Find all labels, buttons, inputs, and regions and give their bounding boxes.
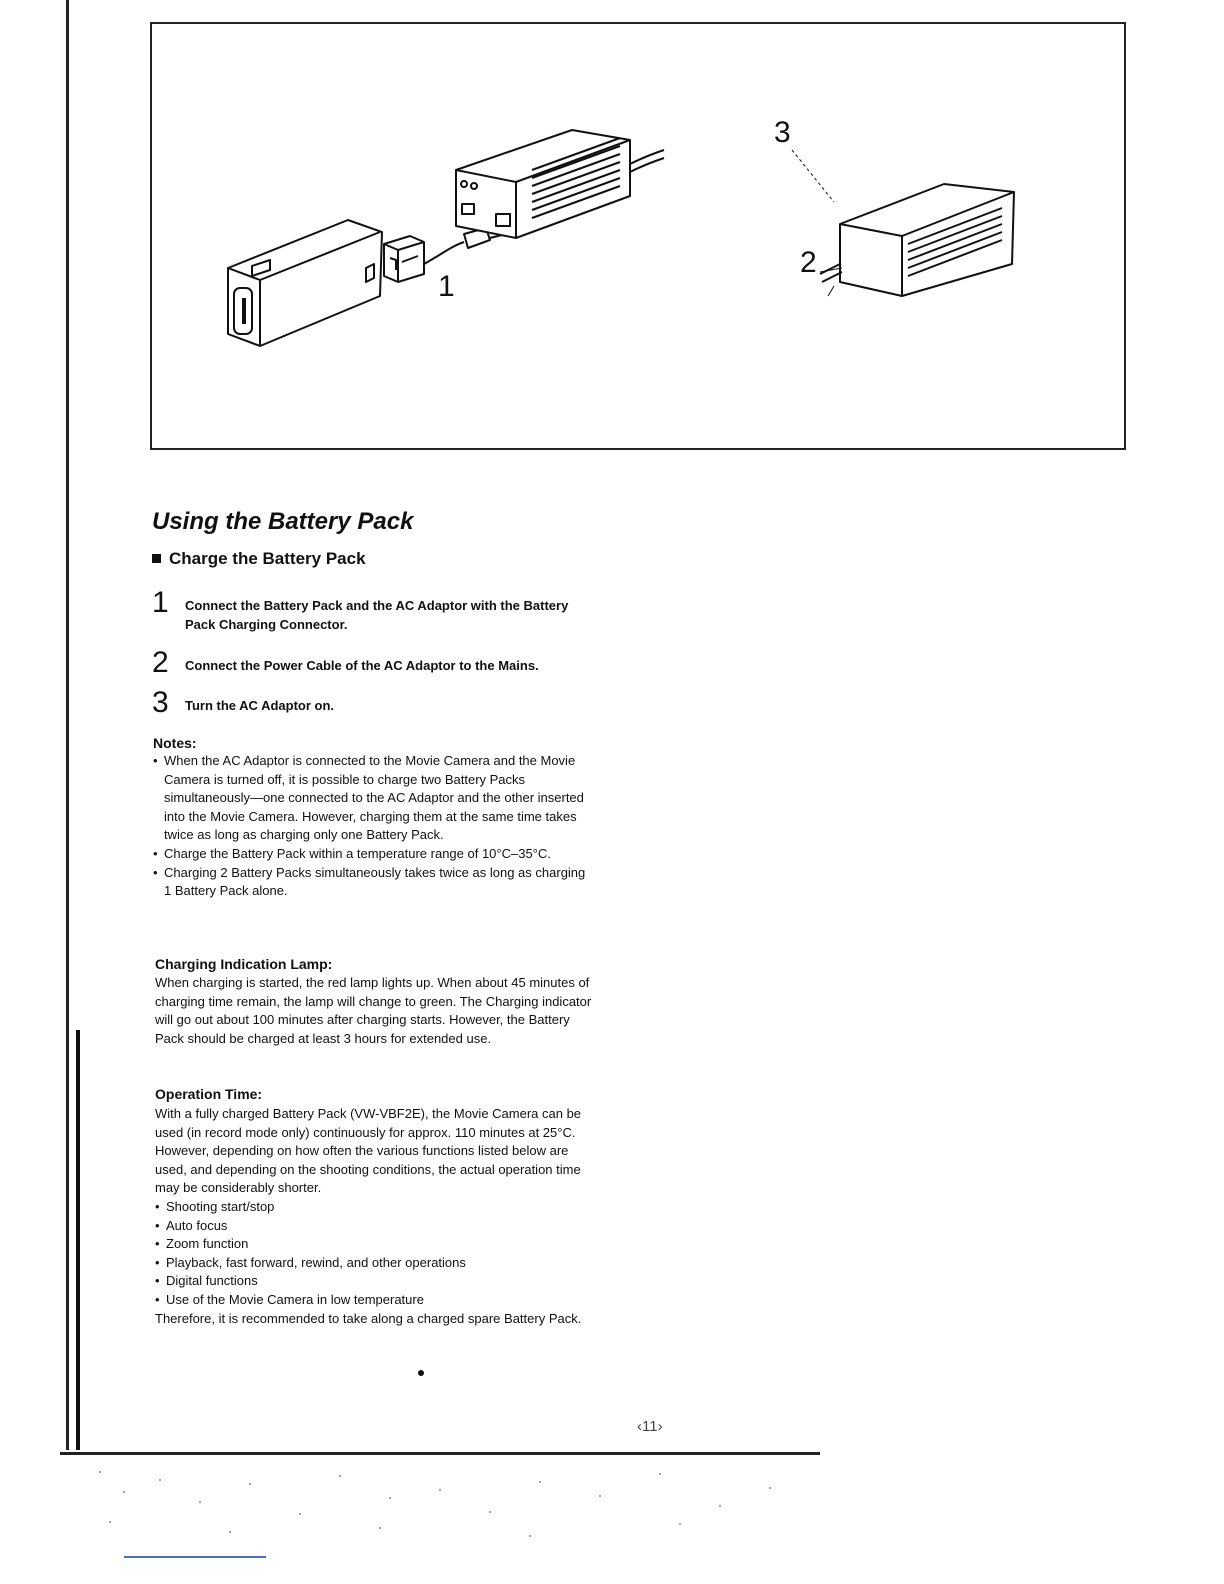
- operation-closing: Therefore, it is recommended to take along a charged spare Battery Pack.: [155, 1310, 582, 1326]
- lamp-heading: Charging Indication Lamp:: [155, 956, 333, 972]
- step-text: Turn the AC Adaptor on.: [185, 698, 334, 713]
- note-item: • Charging 2 Battery Packs simultaneously takes twice as long as charging 1 Battery Pack alone.: [153, 864, 593, 901]
- operation-body: [155, 1105, 595, 1328]
- step-number: 1: [152, 586, 169, 619]
- page-number: ‹11›: [637, 1418, 663, 1435]
- note-item: • Charge the Battery Pack within a temperature range of 10°C–35°C.: [153, 845, 593, 864]
- callout-2: 2: [800, 246, 817, 279]
- notes-list: [153, 752, 593, 901]
- callout-1: 1: [438, 270, 455, 303]
- operation-text: With a fully charged Battery Pack (VW-VBF2E), the Movie Camera can be used (in record mode only) continuously for approx. 110 minutes at 25°C. However, depending on how often the various functions listed below are used, and depending on the shooting conditions, the actual operation time may be considerably shorter.: [155, 1106, 582, 1196]
- scan-speckle-artifact: [80, 1462, 800, 1562]
- notes-heading: Notes:: [153, 735, 197, 751]
- ac-adaptor-drawing: [456, 130, 664, 238]
- operation-item: • Use of the Movie Camera in low temperature: [155, 1291, 595, 1310]
- operation-item: • Auto focus: [155, 1217, 595, 1236]
- subsection-heading: [152, 549, 366, 569]
- operation-heading: Operation Time:: [155, 1086, 263, 1102]
- operation-item: • Zoom function: [155, 1235, 595, 1254]
- scan-binding-edge: [66, 0, 69, 1450]
- battery-charging-illustration: [152, 24, 1128, 452]
- step-number: 3: [152, 686, 169, 719]
- step-text: Connect the Battery Pack and the AC Adaptor with the Battery Pack Charging Connector.: [185, 598, 569, 632]
- callout-3-leader: [792, 150, 834, 202]
- operation-item: • Digital functions: [155, 1272, 595, 1291]
- note-item: • When the AC Adaptor is connected to the Movie Camera and the Movie Camera is turned off, it is possible to charge two Battery Packs simultaneously—one connected to the AC Adaptor and the other inserted into the Movie Camera. However, charging them at the same time takes twice as long as charging only one Battery Pack.: [153, 752, 593, 845]
- operation-item: • Shooting start/stop: [155, 1198, 595, 1217]
- scan-binding-edge-lower: [76, 1030, 80, 1450]
- lamp-text: When charging is started, the red lamp lights up. When about 45 minutes of charging time remain, the lamp will change to green. The Charging indicator will go out about 100 minutes after charging starts. However, the Battery Pack should be charged at least 3 hours for extended use.: [155, 975, 592, 1046]
- section-title: Using the Battery Pack: [152, 508, 414, 535]
- operation-list: [155, 1198, 595, 1310]
- operation-item: • Playback, fast forward, rewind, and other operations: [155, 1254, 595, 1273]
- square-bullet-icon: [152, 554, 161, 563]
- battery-pack-drawing: [228, 220, 382, 346]
- scan-bottom-edge: [60, 1452, 820, 1455]
- ac-adaptor-side-drawing: [820, 184, 1014, 296]
- callout-3: 3: [774, 116, 791, 149]
- scan-dot: [418, 1370, 424, 1376]
- illustration-frame: [150, 22, 1126, 450]
- scan-blue-line: [124, 1556, 266, 1558]
- step-number: 2: [152, 646, 169, 679]
- step-text: Connect the Power Cable of the AC Adaptor to the Mains.: [185, 658, 539, 673]
- subsection-title: Charge the Battery Pack: [169, 549, 366, 568]
